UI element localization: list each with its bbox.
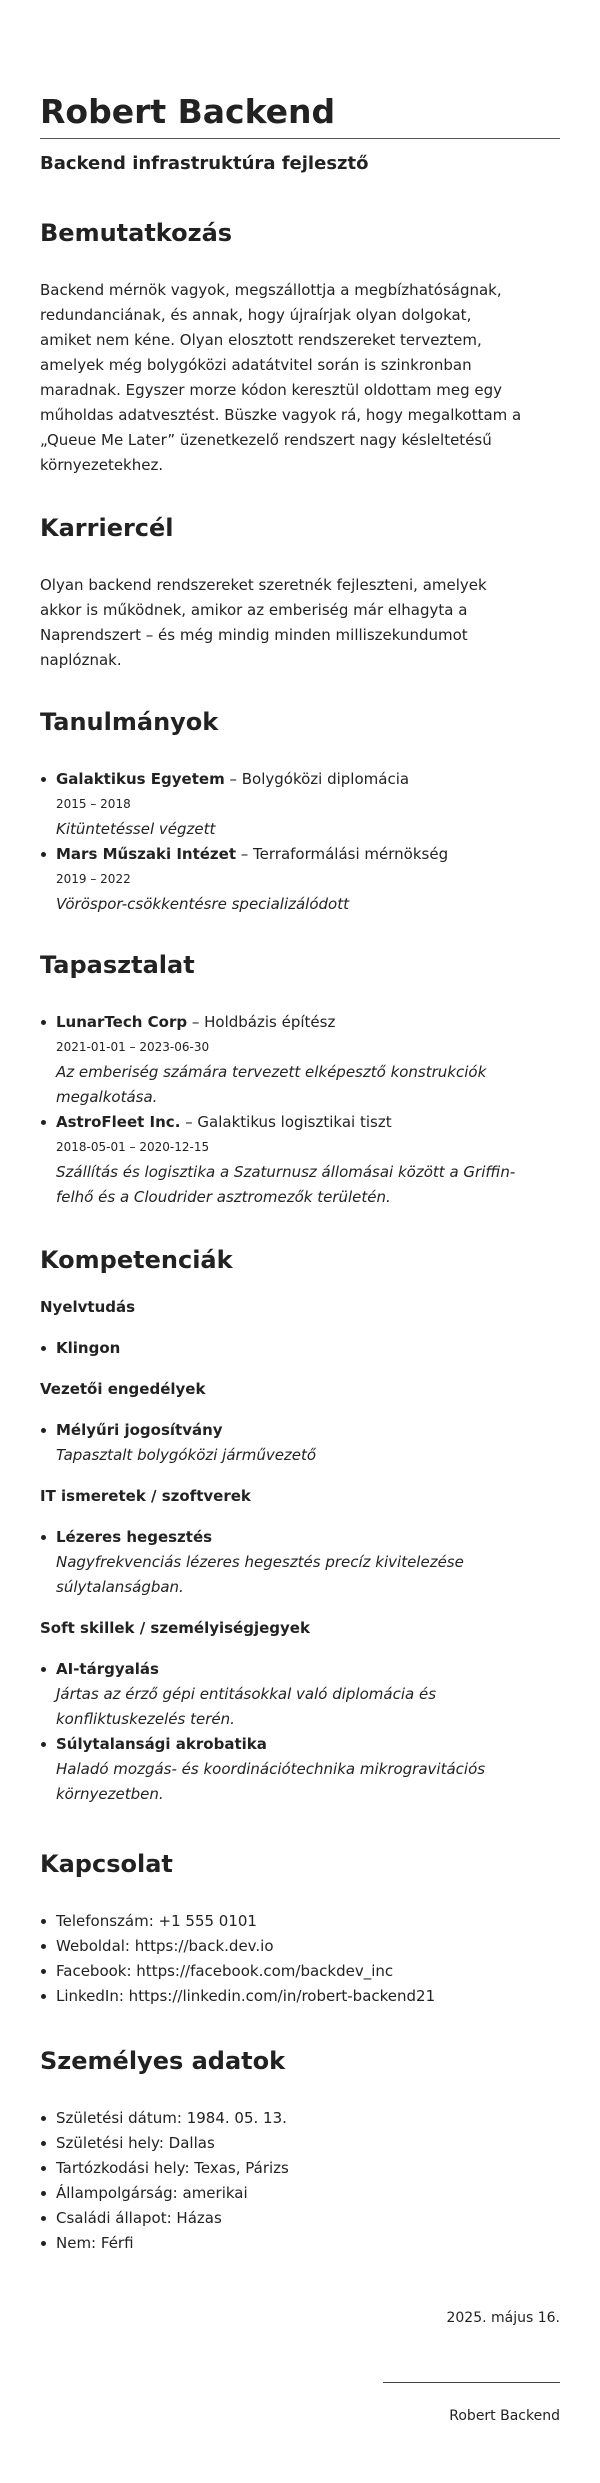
contact-website: Weboldal: https://back.dev.io xyxy=(56,1934,560,1959)
soft-note: Jártas az érző gépi entitásokkal való diplomácia és xyxy=(56,1685,437,1703)
it-note: súlytalanságban. xyxy=(56,1578,184,1596)
contact-facebook: Facebook: https://facebook.com/backdev_inc xyxy=(56,1959,560,1984)
goal-line: akkor is működnek, amikor az emberiség már elhagyta a xyxy=(40,601,468,619)
education-degree: – Bolygóközi diplomácia xyxy=(224,770,410,788)
resume-name: Robert Backend xyxy=(40,92,336,131)
experience-section xyxy=(40,950,560,1210)
education-item xyxy=(56,767,560,842)
it-note: Nagyfrekvenciás lézeres hegesztés precíz kivitelezése xyxy=(56,1553,464,1571)
intro-line: maradnak. Egyszer morze kódon keresztül oldottam meg egy xyxy=(40,381,503,399)
experience-role: – Holdbázis építész xyxy=(187,1013,336,1031)
license-item xyxy=(56,1418,560,1468)
intro-section xyxy=(40,218,560,478)
soft-note: konfliktuskezelés terén. xyxy=(56,1710,235,1728)
soft-item xyxy=(56,1732,560,1807)
contact-section xyxy=(40,1849,560,2009)
soft-name: Súlytalansági akrobatika xyxy=(56,1735,267,1753)
goal-section xyxy=(40,513,560,673)
license-name: Mélyűri jogosítvány xyxy=(56,1421,223,1439)
contact-title: Kapcsolat xyxy=(40,1850,173,1878)
goal-title: Karriercél xyxy=(40,514,174,542)
soft-list xyxy=(40,1657,560,1807)
education-institution: Mars Műszaki Intézet xyxy=(56,845,236,863)
education-degree: – Terraformálási mérnökség xyxy=(236,845,449,863)
personal-title: Személyes adatok xyxy=(40,2047,286,2075)
languages-list xyxy=(40,1336,560,1361)
goal-text xyxy=(40,573,560,673)
soft-item xyxy=(56,1657,560,1732)
education-item xyxy=(56,842,560,917)
soft-name: AI-tárgyalás xyxy=(56,1660,159,1678)
education-dates: 2019 – 2022 xyxy=(56,872,131,886)
contact-linkedin: LinkedIn: https://linkedin.com/in/robert-backend21 xyxy=(56,1984,560,2009)
name-divider xyxy=(40,138,560,139)
document-date: 2025. május 16. xyxy=(446,2310,560,2326)
goal-line: naplóznak. xyxy=(40,651,122,669)
intro-line: Backend mérnök vagyok, megszállottja a megbízhatóságnak, xyxy=(40,281,502,299)
education-title: Tanulmányok xyxy=(40,708,219,736)
personal-list xyxy=(40,2106,560,2256)
experience-company: AstroFleet Inc. xyxy=(56,1113,181,1131)
intro-title: Bemutatkozás xyxy=(40,219,233,247)
personal-item: Családi állapot: Házas xyxy=(56,2206,560,2231)
contact-list xyxy=(40,1909,560,2009)
education-institution: Galaktikus Egyetem xyxy=(56,770,225,788)
experience-list xyxy=(40,1010,560,1210)
contact-phone: Telefonszám: +1 555 0101 xyxy=(56,1909,560,1934)
intro-line: redundanciának, és annak, hogy újraírjak olyan dolgokat, xyxy=(40,306,472,324)
skills-title: Kompetenciák xyxy=(40,1246,233,1274)
experience-note: felhő és a Cloudrider asztromezők területén. xyxy=(56,1188,391,1206)
experience-company: LunarTech Corp xyxy=(56,1013,188,1031)
education-list xyxy=(40,767,560,917)
intro-text xyxy=(40,278,560,478)
intro-line: amelyek még bolygóközi adatátvitel során is szinkronban xyxy=(40,356,472,374)
education-note: Vöröspor-csökkentésre specializálódott xyxy=(56,895,349,913)
experience-dates: 2018-05-01 – 2020-12-15 xyxy=(56,1140,210,1154)
experience-dates: 2021-01-01 – 2023-06-30 xyxy=(56,1040,210,1054)
it-list xyxy=(40,1525,560,1600)
soft-note: környezetben. xyxy=(56,1785,164,1803)
intro-line: környezetekhez. xyxy=(40,456,164,474)
signature-name: Robert Backend xyxy=(449,2408,560,2424)
personal-item: Állampolgárság: amerikai xyxy=(56,2181,560,2206)
language-item: Klingon xyxy=(56,1336,560,1361)
licenses-list xyxy=(40,1418,560,1468)
languages-heading: Nyelvtudás xyxy=(40,1298,136,1316)
soft-heading: Soft skillek / személyiségjegyek xyxy=(40,1619,310,1637)
personal-item: Születési dátum: 1984. 05. 13. xyxy=(56,2106,560,2131)
skills-section xyxy=(40,1245,560,1807)
experience-note: Szállítás és logisztika a Szaturnusz állomásai között a Griffin- xyxy=(56,1163,516,1181)
intro-line: amiket nem kéne. Olyan elosztott rendszereket terveztem, xyxy=(40,331,482,349)
license-note: Tapasztalt bolygóközi járművezető xyxy=(56,1446,317,1464)
experience-note: Az emberiség számára tervezett elképesztő konstrukciók xyxy=(56,1063,487,1081)
it-item xyxy=(56,1525,560,1600)
goal-line: Olyan backend rendszereket szeretnék fejleszteni, amelyek xyxy=(40,576,487,594)
personal-section xyxy=(40,2046,560,2256)
goal-line: Naprendszert – és még mindig minden milliszekundumot xyxy=(40,626,468,644)
experience-title: Tapasztalat xyxy=(40,951,195,979)
signature-line xyxy=(383,2382,560,2383)
it-heading: IT ismeretek / szoftverek xyxy=(40,1487,251,1505)
licenses-heading: Vezetői engedélyek xyxy=(40,1380,206,1398)
personal-item: Nem: Férfi xyxy=(56,2231,560,2256)
resume-subtitle: Backend infrastruktúra fejlesztő xyxy=(40,153,369,174)
intro-line: műholdas adatvesztést. Büszke vagyok rá, hogy megalkottam a xyxy=(40,406,522,424)
it-name: Lézeres hegesztés xyxy=(56,1528,213,1546)
experience-role: – Galaktikus logisztikai tiszt xyxy=(180,1113,392,1131)
personal-item: Születési hely: Dallas xyxy=(56,2131,560,2156)
personal-item: Tartózkodási hely: Texas, Párizs xyxy=(56,2156,560,2181)
intro-line: „Queue Me Later” üzenetkezelő rendszert nagy késleltetésű xyxy=(40,431,492,449)
education-note: Kitüntetéssel végzett xyxy=(56,820,216,838)
education-section xyxy=(40,707,560,917)
experience-item xyxy=(56,1010,560,1110)
soft-note: Haladó mozgás- és koordinációtechnika mikrogravitációs xyxy=(56,1760,486,1778)
education-dates: 2015 – 2018 xyxy=(56,797,131,811)
experience-item xyxy=(56,1110,560,1210)
experience-note: megalkotása. xyxy=(56,1088,158,1106)
